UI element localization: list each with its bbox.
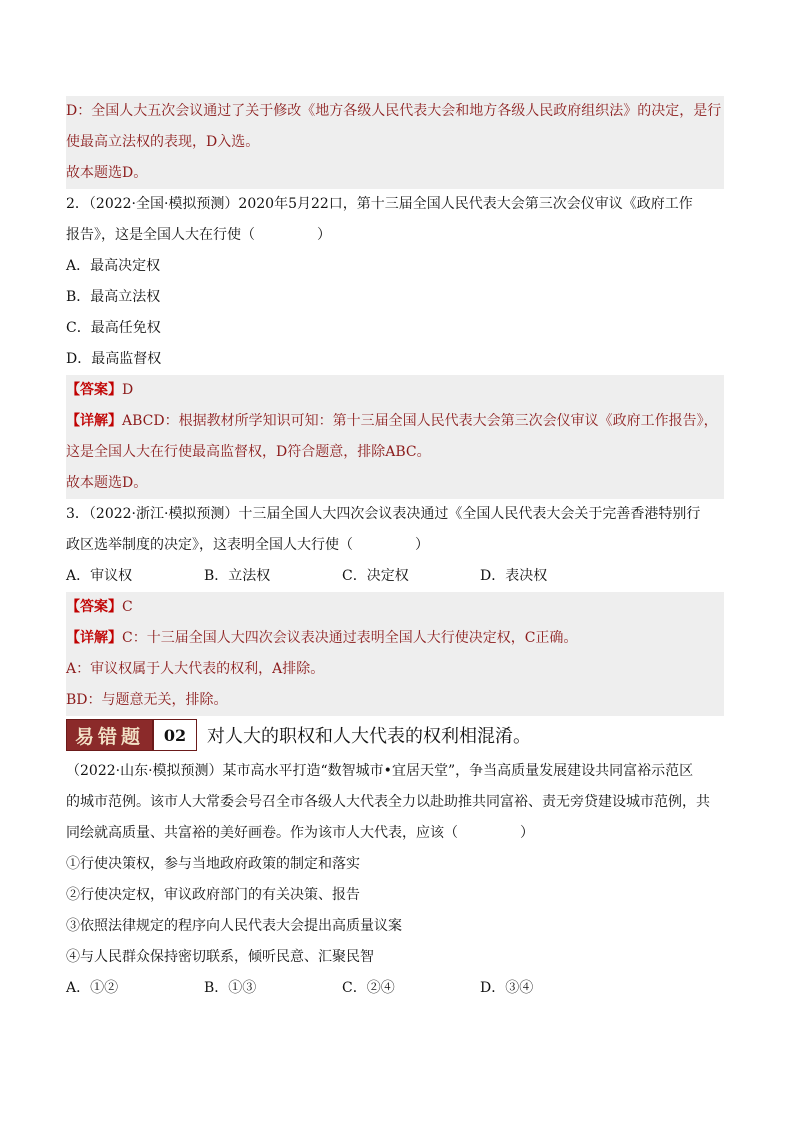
q3-stem-line1: 3．（2022·浙江·模拟预测）十三届全国人大四次会议表决通过《全国人民代表大会关于完善香港特别行 [66, 506, 701, 522]
q2-option-d: D．最高监督权 [66, 351, 162, 367]
q4-options [66, 973, 724, 1004]
q4-statement-1: ①行使决策权，参与当地政府政策的制定和落实 [66, 856, 360, 872]
q2-answer [66, 375, 724, 406]
section-tag [66, 719, 197, 751]
q4-option-c: C．②④ [342, 980, 395, 996]
q4-statement-4: ④与人民群众保持密切联系，倾听民意、汇聚民智 [66, 949, 374, 965]
q2-detail-line2: 这是全国人大在行使最高监督权，D符合题意，排除ABC。 [66, 437, 724, 468]
q4-statement-2: ②行使决定权，审议政府部门的有关决策、报告 [66, 887, 360, 903]
q4-stem-line1: （2022·山东·模拟预测）某市高水平打造“数智城市•宜居天堂”，争当高质量发展建设共同富裕示范区 [66, 763, 694, 779]
q4-option-b: B．①③ [204, 980, 257, 996]
q4-option-d: D．③④ [480, 980, 534, 996]
answer-label: 【答案】 [66, 382, 122, 398]
q3-option-a: A．审议权 [66, 568, 133, 584]
q2-conclusion: 故本题选D。 [66, 468, 724, 499]
q1-detail-d-line2: 使最高立法权的表现，D入选。 [66, 127, 724, 158]
section-tag-number: 02 [152, 720, 196, 750]
q1-detail-d-line1: D：全国人大五次会议通过了关于修改《地方各级人民代表大会和地方各级人民政府组织法》的决定，是行 [66, 96, 724, 127]
q4-stem-line3: 同绘就高质量、共富裕的美好画卷。作为该市人大代表，应该（ ） [66, 825, 534, 841]
section-banner [66, 718, 724, 752]
q3-detail-line3: BD：与题意无关，排除。 [66, 685, 724, 716]
q3-stem-line2: 政区选举制度的决定》，这表明全国人大行使（ ） [66, 537, 429, 553]
q2-detail-line1: 【详解】ABCD：根据教材所学知识可知：第十三届全国人民代表大会第三次会仪审议《政府工作报告》， [66, 406, 724, 437]
section-tag-label: 易错题 [67, 720, 152, 750]
q3-detail-line1: 【详解】C：十三届全国人大四次会议表决通过表明全国人大行使决定权，C正确。 [66, 623, 724, 654]
q3-options [66, 561, 724, 592]
q1-conclusion: 故本题选D。 [66, 158, 724, 189]
document-page [66, 96, 724, 1004]
q3-option-c: C．决定权 [342, 568, 409, 584]
answer-label: 【答案】 [66, 599, 122, 615]
answer-value: D [122, 382, 134, 398]
q2-option-c: C．最高任免权 [66, 320, 161, 336]
section-title: 对人大的职权和人大代表的权利相混淆。 [207, 726, 532, 747]
q3-option-d: D．表决权 [480, 568, 548, 584]
q2-option-b: B．最高立法权 [66, 289, 161, 305]
q2-stem-line1: 2．（2022·全国·模拟预测）2020年5月22口，第十三届全国人民代表大会第三次会仪审议《政府工作 [66, 196, 693, 212]
q3-detail-line2: A：审议权属于人大代表的权利，A排除。 [66, 654, 724, 685]
answer-value: C [122, 599, 133, 615]
q4-option-a: A．①② [66, 980, 119, 996]
q2-stem-line2: 报告》，这是全国人大在行使（ ） [66, 227, 331, 243]
q3-answer [66, 592, 724, 623]
q3-option-b: B．立法权 [204, 568, 271, 584]
q4-statement-3: ③依照法律规定的程序向人民代表大会提出高质量议案 [66, 918, 402, 934]
detail-label: 【详解】 [66, 413, 122, 429]
q4-stem-line2: 的城市范例。该市人大常委会号召全市各级人大代表全力以赴助推共同富裕、责无旁贷建设城市范例，共 [66, 794, 710, 810]
detail-label: 【详解】 [66, 630, 122, 646]
q2-option-a: A．最高决定权 [66, 258, 161, 274]
